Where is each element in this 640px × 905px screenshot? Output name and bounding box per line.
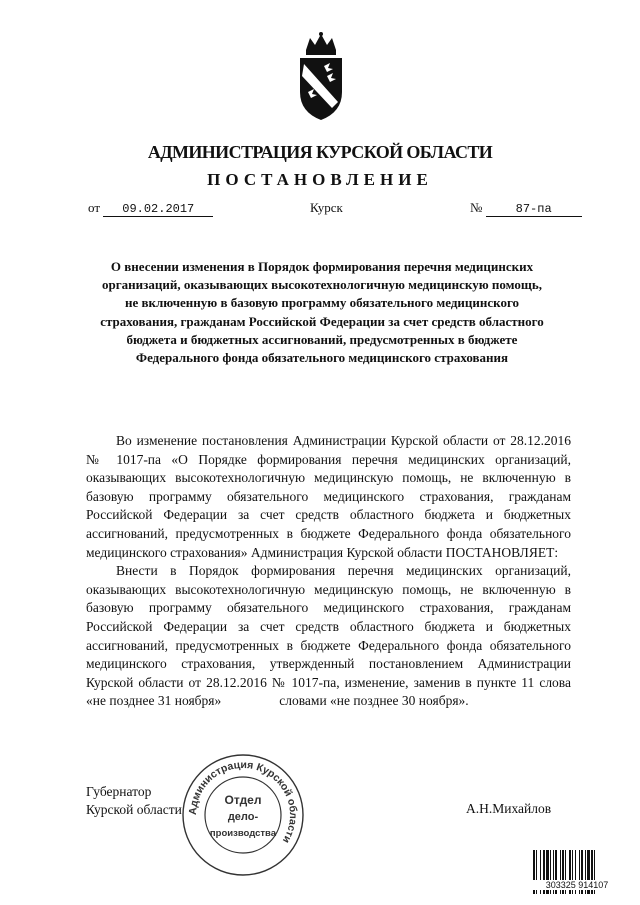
signer-position-line-1: Губернатор	[86, 784, 152, 799]
signer-position-line-2: Курской области	[86, 802, 182, 817]
office-stamp	[180, 752, 306, 878]
stamp-center-line-1: Отдел	[224, 793, 262, 807]
signer-name: А.Н.Михайлов	[466, 801, 552, 816]
coat-of-arms-icon	[296, 32, 346, 122]
document-type: ПОСТАНОВЛЕНИЕ	[207, 170, 433, 189]
document-date	[88, 200, 213, 217]
body-paragraph-2	[86, 562, 571, 711]
stamp-ring-text: Администрация Курской области	[186, 758, 300, 846]
body-paragraph-1: Во изменение постановления Администрации Курской области от 28.12.2016 № 1017-па «О Порядке формирования перечня медицинских организаций, оказывающих высокотехнологичную медицинскую помощь, не включенную в базовую программу обязательного медицинского страхования, гражданам Российской Федерации за счет средств областного бюджета и бюджетных ассигнований, предусмотренных в бюджете Федерального фонда обязательного медицинского страхования» Администрация Курской области ПОСТАНОВЛЯЕТ:	[86, 433, 571, 560]
date-value: 09.02.2017	[103, 202, 213, 217]
date-prefix: от	[88, 200, 101, 215]
document-title: О внесении изменения в Порядок формирования перечня медицинских организаций, оказывающих высокотехнологичную медицинскую помощь, не включенную в базовую программу обязательного медицинского страхования, гражданам Российской Федерации за счет средств областного бюджета и бюджетных ассигнований, предусмотренных в бюджете Федерального фонда обязательного медицинского страхования	[100, 259, 544, 366]
number-value: 87-па	[486, 202, 582, 217]
document-number	[470, 200, 582, 217]
stamp-center-line-3: производства	[209, 828, 277, 839]
signer-position	[86, 783, 182, 819]
document-city: Курск	[310, 200, 343, 215]
barcode-number: 303325 914107	[530, 880, 624, 890]
paragraph-2-main: Внести в Порядок формирования перечня медицинских организаций, оказывающих высокотехнологичную медицинскую помощь, не включенную в базовую программу обязательного медицинского страхования, гражданам Российской Федерации за счет средств областного бюджета и бюджетных ассигнований, предусмотренных в бюджете Федерального фонда обязательного медицинского страхования, утвержденный постановлением Администрации Курской области от 28.12.2016 № 1017-па, изменение, заменив в пункте 11 слова «не позднее 31 ноября»	[86, 563, 571, 709]
organization-name: АДМИНИСТРАЦИЯ КУРСКОЙ ОБЛАСТИ	[147, 142, 493, 162]
document-body	[86, 432, 571, 711]
number-prefix: №	[470, 200, 483, 215]
paragraph-2-end: словами «не позднее 30 ноября».	[279, 693, 469, 709]
stamp-center-line-2: дело-	[227, 811, 259, 823]
